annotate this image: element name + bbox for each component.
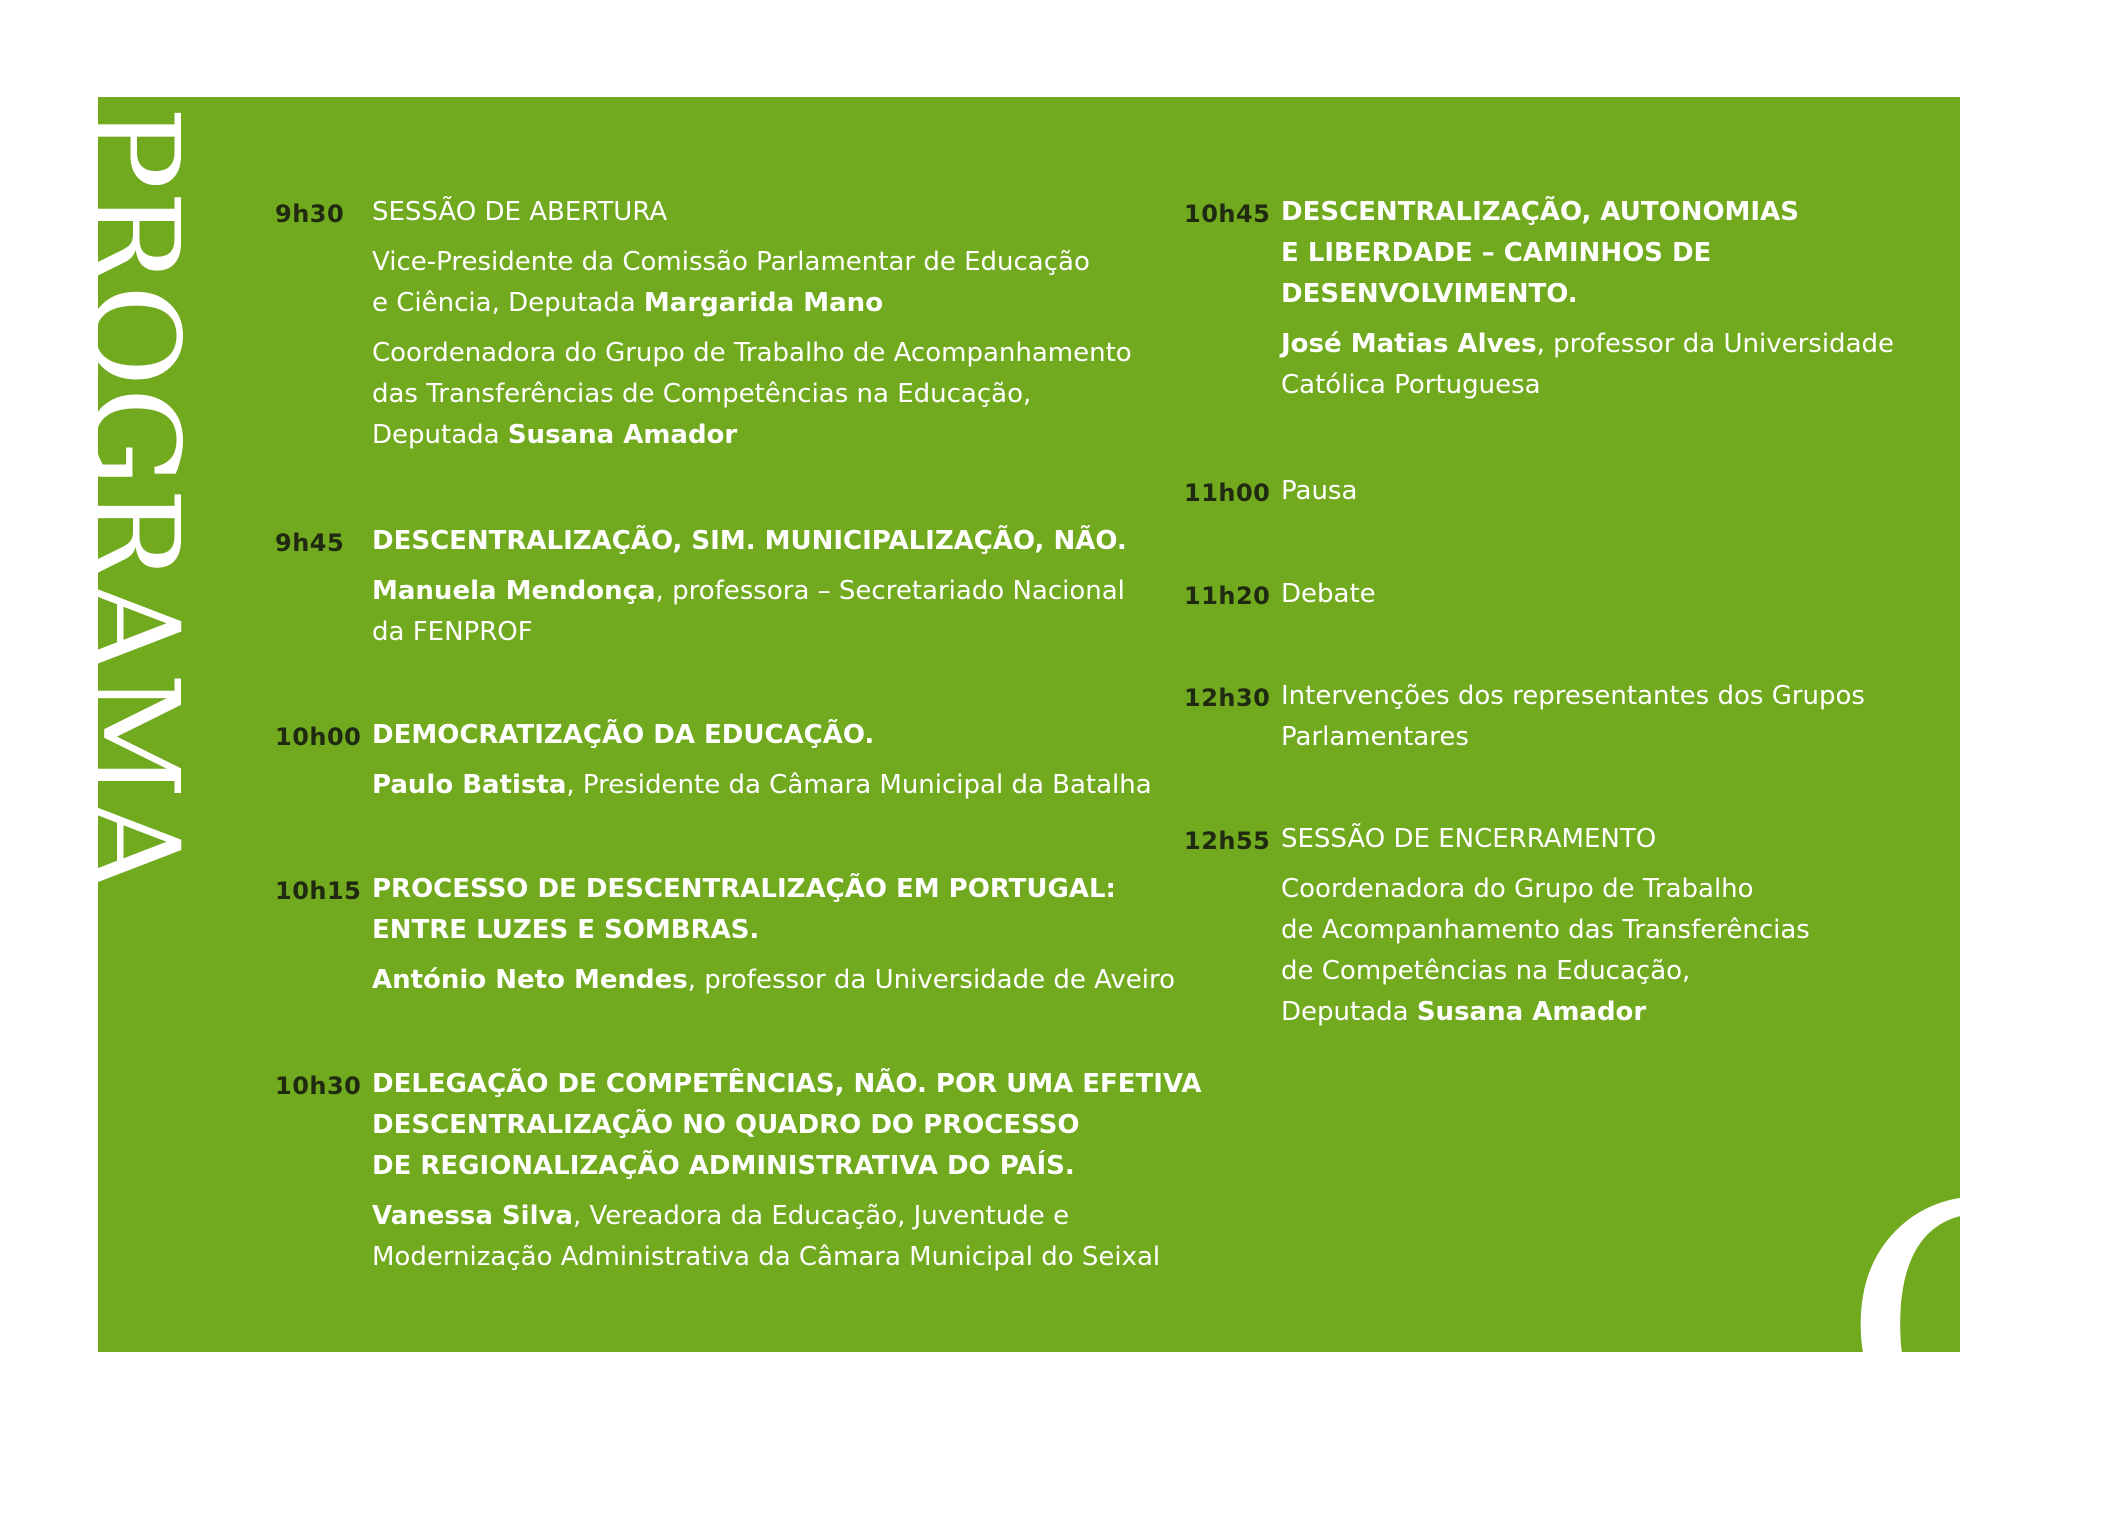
speaker-block [372,571,1127,653]
session-title: DESCENTRALIZAÇÃO, SIM. MUNICIPALIZAÇÃO, NÃO. [372,526,1127,556]
session-title: Intervenções dos representantes dos Grupos Parlamentares [1281,681,1865,752]
speaker-text: Deputada [1281,997,1417,1027]
speaker-name: José Matias Alves [1281,329,1537,359]
schedule-body [372,715,1152,806]
speaker-line [1281,869,1810,910]
speaker-name: Vanessa Silva [372,1201,573,1231]
session-title: Debate [1281,579,1376,609]
vertical-title: PROGRAMA [61,106,205,891]
corner-letter: C [1840,1133,2111,1529]
speaker-line [1281,365,1894,406]
speaker-text: Católica Portuguesa [1281,370,1541,400]
speaker-line [372,1237,1201,1278]
schedule-body [1281,574,1376,615]
speaker-text: Vice-Presidente da Comissão Parlamentar de Educação [372,247,1090,277]
time-label: 12h30 [1184,684,1271,712]
speaker-line [372,1196,1201,1237]
speaker-line [372,571,1127,612]
speaker-block [372,242,1132,324]
speaker-line [372,283,1132,324]
speaker-line [372,333,1132,374]
schedule-body [1281,471,1357,512]
schedule-body [372,869,1175,1001]
schedule-body [1281,676,1865,758]
session-title: DELEGAÇÃO DE COMPETÊNCIAS, NÃO. POR UMA EFETIVA DESCENTRALIZAÇÃO NO QUADRO DO PROCESSO DE REGIONALIZAÇÃO ADMINISTRATIVA DO PAÍS. [372,1069,1202,1181]
speaker-text: da FENPROF [372,617,533,647]
session-title: SESSÃO DE ABERTURA [372,197,668,227]
time-label: 9h30 [275,200,345,228]
session-title: PROCESSO DE DESCENTRALIZAÇÃO EM PORTUGAL: ENTRE LUZES E SOMBRAS. [372,874,1116,945]
speaker-block [372,333,1132,456]
session-title: Pausa [1281,476,1358,506]
time-label: 12h55 [1184,827,1271,855]
speaker-text: de Competências na Educação, [1281,956,1691,986]
speaker-text: Coordenadora do Grupo de Trabalho de Acompanhamento [372,338,1132,368]
speaker-text: e Ciência, Deputada [372,288,644,318]
time-label: 11h00 [1184,479,1271,507]
speaker-line [372,374,1132,415]
time-label: 10h45 [1184,200,1271,228]
speaker-name: António Neto Mendes [372,965,688,995]
speaker-line [1281,910,1810,951]
speaker-text: Deputada [372,420,508,450]
speaker-name: Manuela Mendonça [372,576,656,606]
speaker-block [372,765,1152,806]
session-title: DEMOCRATIZAÇÃO DA EDUCAÇÃO. [372,720,875,750]
speaker-line [372,765,1152,806]
schedule-body [372,192,1132,456]
time-label: 10h30 [275,1072,362,1100]
session-title: SESSÃO DE ENCERRAMENTO [1281,824,1657,854]
speaker-text: , Vereadora da Educação, Juventude e [572,1201,1070,1231]
schedule-body [1281,192,1894,406]
speaker-name: Margarida Mano [643,288,884,318]
speaker-line [372,612,1127,653]
time-label: 10h00 [275,723,362,751]
speaker-line [372,960,1175,1001]
speaker-line [1281,324,1894,365]
speaker-name: Susana Amador [507,420,738,450]
speaker-text: , professor da Universidade de Aveiro [687,965,1176,995]
speaker-line [1281,992,1810,1033]
speaker-name: Paulo Batista [372,770,567,800]
schedule-body [372,521,1127,653]
session-title: DESCENTRALIZAÇÃO, AUTONOMIAS E LIBERDADE – CAMINHOS DE DESENVOLVIMENTO. [1281,197,1799,309]
speaker-line [372,242,1132,283]
speaker-block [372,960,1175,1001]
speaker-line [372,415,1132,456]
speaker-text: Coordenadora do Grupo de Trabalho [1281,874,1754,904]
time-label: 9h45 [275,529,345,557]
speaker-block [1281,869,1810,1033]
speaker-text: das Transferências de Competências na Educação, [372,379,1032,409]
time-label: 11h20 [1184,582,1271,610]
speaker-text: , Presidente da Câmara Municipal da Batalha [566,770,1152,800]
speaker-text: de Acompanhamento das Transferências [1281,915,1810,945]
speaker-text: Modernização Administrativa da Câmara Municipal do Seixal [372,1242,1161,1272]
schedule-body [372,1064,1201,1278]
speaker-text: , professora – Secretariado Nacional [655,576,1125,606]
speaker-name: Susana Amador [1416,997,1647,1027]
schedule-body [1281,819,1810,1033]
time-label: 10h15 [275,877,362,905]
speaker-block [372,1196,1201,1278]
speaker-line [1281,951,1810,992]
speaker-block [1281,324,1894,406]
speaker-text: , professor da Universidade [1536,329,1894,359]
